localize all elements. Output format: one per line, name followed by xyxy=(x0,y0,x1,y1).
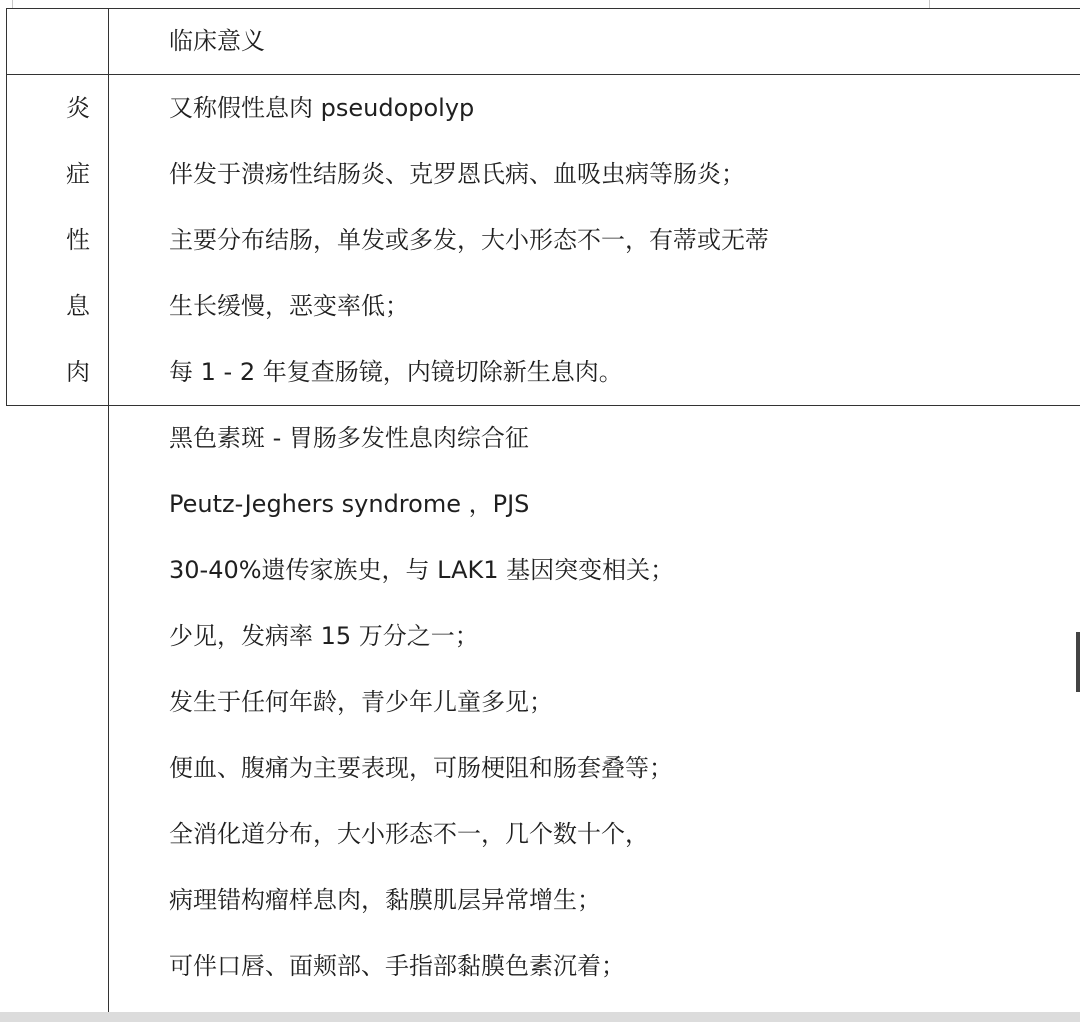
category-char: 炎 xyxy=(66,94,90,122)
bottom-scroll-bar[interactable] xyxy=(0,1012,1080,1022)
page-edge-mark xyxy=(929,0,930,8)
header-clinical-significance: 临床意义 xyxy=(169,27,265,55)
table-border-top xyxy=(6,8,1080,9)
clinical-table xyxy=(6,8,1080,1022)
row2-line: 全消化道分布，大小形态不一，几个数十个， xyxy=(169,820,649,848)
row2-line: 30-40%遗传家族史，与 LAK1 基因突变相关； xyxy=(169,556,675,584)
row2-line: Peutz-Jeghers syndrome ，PJS xyxy=(169,490,530,518)
row2-line: 发生于任何年龄，青少年儿童多见； xyxy=(169,688,553,716)
category-char: 症 xyxy=(66,160,90,188)
category-char: 肉 xyxy=(66,358,90,386)
row1-line: 又称假性息肉 pseudopolyp xyxy=(169,94,475,122)
row2-line: 病理错构瘤样息肉，黏膜肌层异常增生； xyxy=(169,886,601,914)
row1-line: 生长缓慢，恶变率低； xyxy=(169,292,409,320)
row2-line: 可伴口唇、面颊部、手指部黏膜色素沉着； xyxy=(169,952,625,980)
category-char: 性 xyxy=(66,226,90,254)
table-border-left xyxy=(6,8,7,406)
page-edge-mark xyxy=(0,0,13,8)
row-divider xyxy=(6,405,1080,406)
row1-line: 每 1 - 2 年复查肠镜，内镜切除新生息肉。 xyxy=(169,358,623,386)
row1-line: 伴发于溃疡性结肠炎、克罗恩氏病、血吸虫病等肠炎； xyxy=(169,160,745,188)
row2-line: 少见，发病率 15 万分之一； xyxy=(169,622,479,650)
row2-line: 便血、腹痛为主要表现，可肠梗阻和肠套叠等； xyxy=(169,754,673,782)
scrollbar-thumb[interactable] xyxy=(1076,632,1080,692)
row2-line: 黑色素斑 - 胃肠多发性息肉综合征 xyxy=(169,424,529,452)
category-char: 息 xyxy=(66,292,90,320)
row1-line: 主要分布结肠，单发或多发，大小形态不一，有蒂或无蒂 xyxy=(169,226,769,254)
header-row-divider xyxy=(6,74,1080,75)
